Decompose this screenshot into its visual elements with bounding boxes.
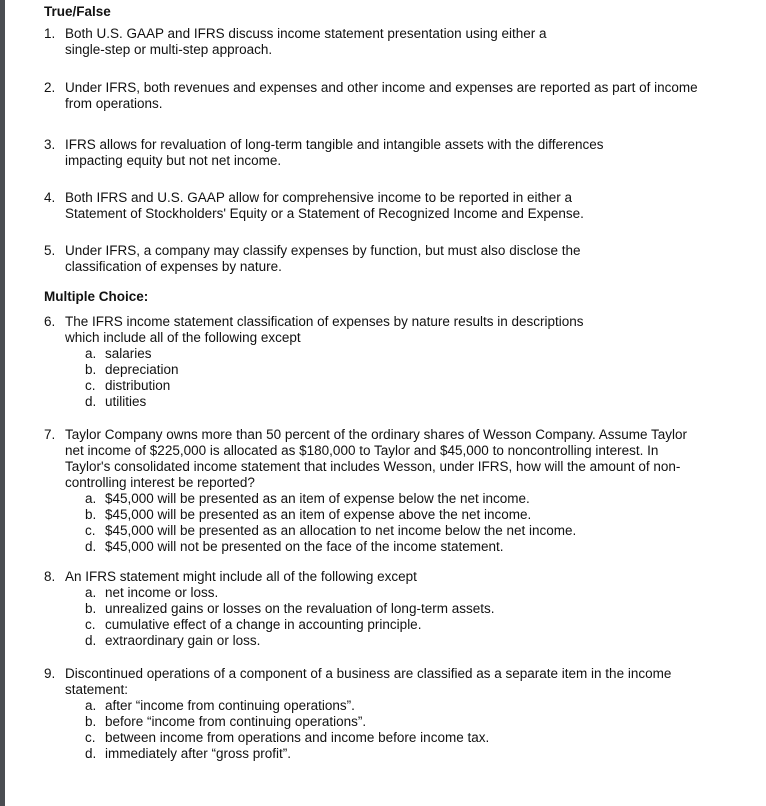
question-text-line: which include all of the following except (65, 330, 301, 345)
option-letter: b. (85, 714, 97, 729)
answer-option (85, 394, 584, 410)
question-4 (44, 190, 584, 222)
answer-options (85, 698, 671, 761)
question-number: 9. (44, 666, 56, 681)
option-text: depreciation (105, 362, 179, 377)
question-text-line: Discontinued operations of a component of a business are classified as a separate item in the income (65, 666, 672, 681)
answer-option (85, 633, 494, 649)
answer-option (85, 601, 494, 617)
true-false-heading: True/False (44, 4, 111, 19)
question-text-line: Both IFRS and U.S. GAAP allow for comprehensive income to be reported in either a (65, 190, 573, 205)
option-letter: b. (85, 601, 97, 616)
option-letter: b. (85, 507, 97, 522)
question-text-line: Statement of Stockholders' Equity or a Statement of Recognized Income and Expense. (65, 206, 584, 221)
question-number: 2. (44, 80, 56, 95)
question-number: 5. (44, 243, 56, 258)
answer-options (85, 491, 687, 554)
option-letter: c. (85, 378, 96, 393)
answer-option (85, 346, 584, 362)
answer-option (85, 362, 584, 378)
option-text: distribution (105, 378, 171, 393)
option-text: cumulative effect of a change in accounting principle. (105, 617, 422, 632)
question-text-line: single-step or multi-step approach. (65, 42, 273, 57)
option-text: after “income from continuing operations”. (105, 698, 355, 713)
option-text: $45,000 will be presented as an allocation to net income below the net income. (105, 523, 577, 538)
question-number: 1. (44, 26, 56, 41)
question-text-line: An IFRS statement might include all of the following except (65, 569, 417, 584)
question-9 (44, 666, 672, 761)
option-letter: d. (85, 394, 97, 409)
option-text: unrealized gains or losses on the revaluation of long-term assets. (105, 601, 495, 616)
option-letter: a. (85, 346, 97, 361)
question-number: 8. (44, 569, 56, 584)
option-letter: c. (85, 617, 96, 632)
question-1 (44, 26, 547, 58)
question-number: 6. (44, 314, 56, 329)
question-text-line: Taylor's consolidated income statement that includes Wesson, under IFRS, how will the amount of non- (65, 459, 681, 474)
question-text-line: Under IFRS, a company may classify expenses by function, but must also disclose the (65, 243, 581, 258)
answer-option (85, 746, 671, 762)
question-2 (44, 80, 698, 112)
answer-option (85, 730, 671, 746)
multiple-choice-heading: Multiple Choice: (44, 289, 149, 304)
question-number: 3. (44, 137, 56, 152)
answer-option (85, 378, 584, 394)
question-text-line: net income of $225,000 is allocated as $180,000 to Taylor and $45,000 to noncontrolling interest. In (65, 443, 659, 458)
answer-option (85, 539, 687, 555)
answer-option (85, 617, 494, 633)
question-8 (44, 569, 495, 648)
answer-option (85, 585, 494, 601)
question-text-line: classification of expenses by nature. (65, 259, 282, 274)
question-5 (44, 243, 581, 275)
option-text: extraordinary gain or loss. (105, 633, 261, 648)
page-left-edge (0, 0, 5, 806)
option-text: $45,000 will be presented as an item of expense above the net income. (105, 507, 532, 522)
answer-options (85, 346, 584, 409)
option-letter: a. (85, 585, 97, 600)
question-text-line: IFRS allows for revaluation of long-term tangible and intangible assets with the differences (65, 137, 604, 152)
option-text: before “income from continuing operations”. (105, 714, 367, 729)
option-text: between income from operations and income before income tax. (105, 730, 490, 745)
question-text-line: Under IFRS, both revenues and expenses and other income and expenses are reported as part of income (65, 80, 698, 95)
question-text-line: The IFRS income statement classification of expenses by nature results in descriptions (65, 314, 584, 329)
option-letter: d. (85, 633, 97, 648)
option-letter: c. (85, 523, 96, 538)
option-letter: b. (85, 362, 97, 377)
option-text: $45,000 will be presented as an item of expense below the net income. (105, 491, 530, 506)
option-text: immediately after “gross profit”. (105, 746, 292, 761)
answer-option (85, 507, 687, 523)
option-letter: d. (85, 539, 97, 554)
question-number: 4. (44, 190, 56, 205)
answer-option (85, 714, 671, 730)
question-number: 7. (44, 427, 56, 442)
answer-option (85, 698, 671, 714)
answer-option (85, 523, 687, 539)
option-text: salaries (105, 346, 152, 361)
answer-options (85, 585, 495, 648)
option-letter: a. (85, 491, 97, 506)
option-text: utilities (105, 394, 147, 409)
option-letter: a. (85, 698, 97, 713)
question-text-line: statement: (65, 682, 129, 697)
question-text-line: from operations. (65, 96, 163, 111)
question-7 (44, 427, 688, 554)
question-text-line: Taylor Company owns more than 50 percent of the ordinary shares of Wesson Company. Assume Taylor (65, 427, 688, 442)
question-3 (44, 137, 604, 169)
option-letter: d. (85, 746, 97, 761)
question-6 (44, 314, 584, 409)
answer-option (85, 491, 687, 507)
option-text: $45,000 will not be presented on the face of the income statement. (105, 539, 504, 554)
question-text-line: controlling interest be reported? (65, 475, 255, 490)
question-text-line: Both U.S. GAAP and IFRS discuss income statement presentation using either a (65, 26, 547, 41)
option-letter: c. (85, 730, 96, 745)
question-text-line: impacting equity but not net income. (65, 153, 282, 168)
option-text: net income or loss. (105, 585, 219, 600)
